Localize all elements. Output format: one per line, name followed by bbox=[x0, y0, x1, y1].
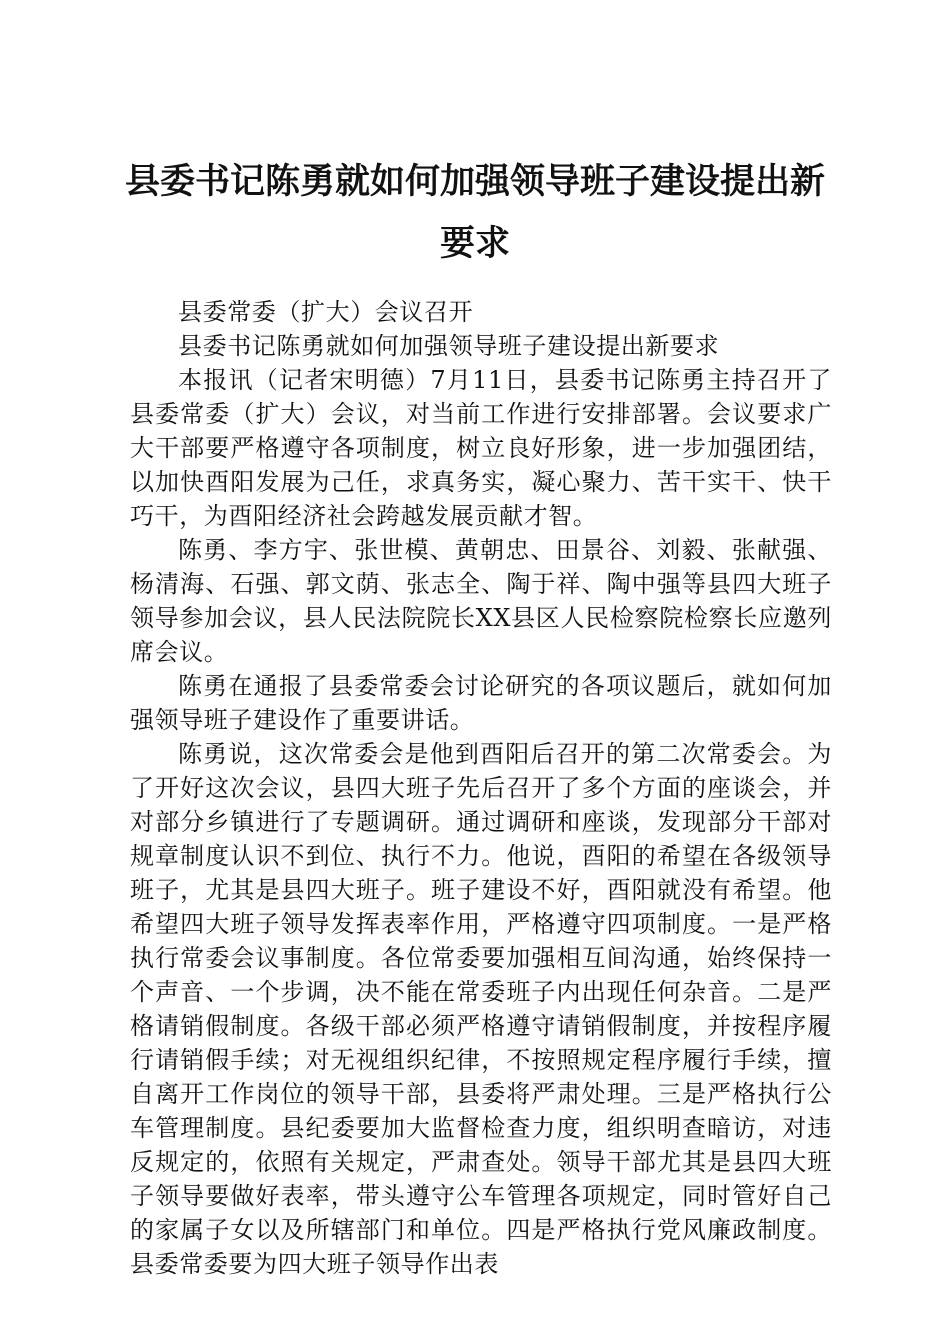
speech-body-paragraph: 陈勇说，这次常委会是他到酉阳后召开的第二次常委会。为了开好这次会议，县四大班子先后召开了多个方面的座谈会，并对部分乡镇进行了专题调研。通过调研和座谈，发现部分干部对规章制度认识不到位、执行不力。他说，酉阳的希望在各级领导班子，尤其是县四大班子。班子建设不好，酉阳就没有希望。他希望四大班子领导发挥表率作用，严格遵守四项制度。一是严格执行常委会议事制度。各位常委要加强相互间沟通，始终保持一个声音、一个步调，决不能在常委班子内出现任何杂音。二是严格请销假制度。各级干部必须严格遵守请销假制度，并按程序履行请销假手续；对无视组织纪律，不按照规定程序履行手续，擅自离开工作岗位的领导干部，县委将严肃处理。三是严格执行公车管理制度。县纪委要加大监督检查力度，组织明查暗访，对违反规定的，依照有关规定，严肃查处。领导干部尤其是县四大班子领导要做好表率，带头遵守公车管理各项规定，同时管好自己的家属子女以及所辖部门和单位。四是严格执行党风廉政制度。县委常委要为四大班子领导作出表 bbox=[130, 740, 832, 1278]
sub-headline: 县委书记陈勇就如何加强领导班子建设提出新要求 bbox=[178, 332, 720, 360]
document-title-line-2: 要求 bbox=[439, 224, 510, 264]
speech-intro-paragraph: 陈勇在通报了县委常委会讨论研究的各项议题后，就如何加强领导班子建设作了重要讲话。 bbox=[130, 672, 832, 734]
document-title-line-1: 县委书记陈勇就如何加强领导班子建设提出新 bbox=[124, 162, 825, 202]
attendees-paragraph: 陈勇、李方宇、张世模、黄朝忠、田景谷、刘毅、张献强、杨清海、石强、郭文荫、张志全、陶于祥、陶中强等县四大班子领导参加会议，县人民法院院长XX县区人民检察院检察长应邀列席会议。 bbox=[130, 536, 832, 666]
news-lead-paragraph: 本报讯（记者宋明德）7月11日，县委书记陈勇主持召开了县委常委（扩大）会议，对当前工作进行安排部署。会议要求广大干部要严格遵守各项制度，树立良好形象，进一步加强团结，以加快酉阳发展为己任，求真务实，凝心聚力、苦干实干、快干巧干，为酉阳经济社会跨越发展贡献才智。 bbox=[130, 366, 832, 530]
meeting-headline: 县委常委（扩大）会议召开 bbox=[178, 298, 474, 326]
document-body bbox=[130, 295, 832, 1281]
